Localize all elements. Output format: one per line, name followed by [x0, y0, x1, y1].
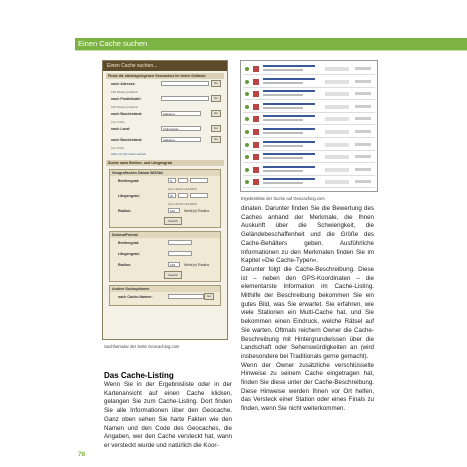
- lon-min-input[interactable]: [190, 193, 208, 198]
- wgs84-lat-row: [114, 176, 216, 187]
- state-go-button[interactable]: Go: [211, 110, 221, 117]
- form-row-country: [107, 124, 223, 135]
- wgs84-lon-row: [114, 191, 216, 202]
- result-date: [355, 130, 371, 133]
- results-list-screenshot: [240, 60, 378, 192]
- result-date: [355, 143, 371, 146]
- result-meta: [263, 94, 303, 96]
- result-date: [355, 80, 371, 83]
- country-go-button[interactable]: Go: [211, 125, 221, 132]
- result-date: [355, 168, 371, 171]
- result-ic-icon: [253, 104, 259, 110]
- state-us-note: (nur USA): [111, 120, 125, 124]
- zip-go-button[interactable]: Go: [211, 95, 221, 102]
- results-caption: Ergebnisliste der Suche auf Geocaching.com: [241, 196, 325, 201]
- result-name[interactable]: [263, 128, 315, 130]
- form-row-address: [107, 79, 223, 90]
- dec-lat-input[interactable]: [168, 240, 192, 245]
- result-ic-icon: [253, 154, 259, 160]
- result-dot: [245, 67, 249, 71]
- form-title: Einen Cache suchen...: [103, 61, 227, 71]
- result-stats: [325, 168, 349, 172]
- form-row-state: [107, 109, 223, 120]
- search-form-screenshot: [102, 60, 228, 340]
- form-row-zip: [107, 94, 223, 105]
- header-divider: [75, 50, 467, 51]
- lat-label: Breitengrad:: [118, 179, 140, 183]
- dec-lat-label: Breitengrad:: [118, 241, 140, 245]
- result-stats: [325, 155, 349, 159]
- form-caption: Suchformular der Seite Geocaching.com: [104, 344, 180, 349]
- lon-format-hint: (GG HGGD HHUMM): [168, 202, 197, 206]
- result-dot: [245, 155, 249, 159]
- decimal-search-button[interactable]: Search: [164, 271, 182, 279]
- form-section-coords: Suche nach Breiten- und Längengrad: [106, 160, 224, 166]
- zip-input[interactable]: [161, 96, 209, 101]
- result-ic-icon: [253, 91, 259, 97]
- result-date: [355, 92, 371, 95]
- result-name[interactable]: [263, 178, 315, 180]
- decimal-lon-row: [114, 249, 216, 260]
- form-row-state2: [107, 135, 223, 146]
- state2-us-note: (nur USA): [111, 146, 125, 150]
- cache-name-input[interactable]: [168, 294, 204, 299]
- dec-radius-unit: Meile(n) Radius: [184, 263, 210, 267]
- left-column-text: [104, 381, 232, 451]
- result-dot: [245, 143, 249, 147]
- result-date: [355, 105, 371, 108]
- result-stats: [325, 117, 349, 121]
- other-options-box: [109, 285, 221, 306]
- result-dot: [245, 130, 249, 134]
- section-heading: Das Cache-Listing: [104, 371, 174, 380]
- result-name[interactable]: [263, 90, 315, 92]
- result-name[interactable]: [263, 65, 315, 67]
- result-stats: [325, 80, 349, 84]
- result-name[interactable]: [263, 103, 315, 105]
- wgs84-box: [109, 169, 221, 228]
- lon-label: Längengrad:: [118, 194, 140, 198]
- zip-radius-value: 100: [111, 105, 117, 109]
- result-dot: [245, 105, 249, 109]
- result-date: [355, 117, 371, 120]
- result-row[interactable]: [243, 89, 375, 100]
- wgs84-box-title: Geografisches Datum WGS84: [110, 170, 220, 176]
- dec-radius-label: Radius:: [118, 263, 132, 267]
- result-ic-icon: [253, 179, 259, 185]
- result-name[interactable]: [263, 115, 315, 117]
- result-row[interactable]: [243, 152, 375, 163]
- left-paragraph: Wenn Sie in der Ergebnisliste oder in der Kartenansicht auf einen Cache klicken, gelangen Sie zum Cache-Listing. Dort finden Sie alle Informationen über den Geocache. Ganz oben sehen Sie harte Fakten wie den Namen und den Code des Geocaches, die Angaben, wer den Cache versteckt hat, wann er versteckt wurde und natürlich die Koor-: [104, 381, 232, 449]
- result-row[interactable]: [243, 77, 375, 88]
- result-stats: [325, 180, 349, 184]
- result-row[interactable]: [243, 140, 375, 151]
- result-ic-icon: [253, 142, 259, 148]
- result-name[interactable]: [263, 153, 315, 155]
- result-date: [355, 155, 371, 158]
- result-stats: [325, 67, 349, 71]
- result-meta: [263, 132, 303, 134]
- decimal-box-title: DezimalFormat: [110, 232, 220, 238]
- decimal-box: [109, 231, 221, 282]
- zip-radius-unit: Meile(n) Radius: [116, 105, 138, 109]
- result-row[interactable]: [243, 177, 375, 188]
- result-date: [355, 67, 371, 70]
- decimal-lat-row: [114, 238, 216, 249]
- country-label: nach Land:: [111, 127, 131, 131]
- country-select[interactable]: Afghanistan: [161, 126, 201, 131]
- right-paragraph-3: Wenn der Owner zusätzliche verschlüsselte Hinweise zu seinem Cache eingetragen hat, finden Sie diese unter der Cache-Beschreibung. Diese Hinweise werden Ihnen vor Ort helfen, das Versteck einer Station oder eines Finals zu finden, wenn Sie nicht weiterkommen.: [241, 361, 374, 413]
- lat-deg-input[interactable]: [178, 178, 188, 183]
- chapter-header-title: Einen Cache suchen: [78, 39, 148, 48]
- map-search-link[interactable]: Oder mit der Karte suchen: [111, 152, 147, 156]
- result-meta: [263, 157, 303, 159]
- radius-label: Radius:: [118, 209, 132, 213]
- result-meta: [263, 170, 303, 172]
- lat-dir-select[interactable]: N: [168, 178, 176, 183]
- dec-lon-input[interactable]: [168, 251, 192, 256]
- address-label: nach Adresse:: [111, 82, 136, 86]
- state2-select[interactable]: Alabama: [161, 137, 201, 142]
- result-row[interactable]: [243, 127, 375, 138]
- result-meta: [263, 69, 303, 71]
- result-date: [355, 180, 371, 183]
- result-meta: [263, 107, 303, 109]
- state2-label: nach Bundesland:: [111, 138, 143, 142]
- state2-go-button[interactable]: Go: [211, 136, 221, 143]
- lon-deg-input[interactable]: [178, 193, 188, 198]
- result-row[interactable]: [243, 64, 375, 75]
- right-paragraph-2: Darunter folgt die Cache-Beschreibung. Diese ist – neben den GPS-Koordinaten – die elementarste Information im Cache-Listing. Mithilfe der Beschreibung bekommen Sie ein gutes Bild, was Sie erwartet. Sie erfahren, wie viele Stationen ein Multi-Cache hat, und Sie bekommen einen Eindruck, welche Rätsel auf Sie warten. Oftmals reichern Owner die Cache-Beschreibung mit Hintergrundwissen über die Landschaft oder Sehenswürdigkeiten an (wird insbesondere bei Traditionals gerne gemacht).: [241, 265, 374, 360]
- result-row[interactable]: [243, 102, 375, 113]
- radius-input[interactable]: 100: [168, 208, 180, 213]
- cache-name-go-button[interactable]: Go: [204, 293, 214, 300]
- lat-format-hint: (GG HGGD HHUMM): [168, 187, 197, 191]
- wgs84-search-button[interactable]: Search: [164, 217, 182, 225]
- result-meta: [263, 145, 303, 147]
- result-row[interactable]: [243, 165, 375, 176]
- radius-unit: Meile(n) Radius: [184, 209, 210, 213]
- wgs84-radius-row: [114, 206, 216, 217]
- result-ic-icon: [253, 129, 259, 135]
- address-input[interactable]: [161, 81, 209, 86]
- result-ic-icon: [253, 116, 259, 122]
- form-section-nearest: Finde die nächstgelegenen Geocaches im freien Gelände: [106, 73, 224, 79]
- result-dot: [245, 92, 249, 96]
- result-stats: [325, 105, 349, 109]
- result-name[interactable]: [263, 78, 315, 80]
- result-stats: [325, 143, 349, 147]
- dec-lon-label: Längengrad:: [118, 252, 140, 256]
- result-ic-icon: [253, 79, 259, 85]
- result-row[interactable]: [243, 114, 375, 125]
- result-dot: [245, 117, 249, 121]
- result-meta: [263, 119, 303, 121]
- lon-dir-select[interactable]: W: [168, 193, 176, 198]
- dec-radius-input[interactable]: 100: [168, 262, 180, 267]
- cache-name-row: [114, 292, 216, 303]
- right-column-text: [241, 205, 374, 414]
- right-paragraph-1: dinaten. Darunter finden Sie die Bewertung des Caches anhand der Merkmale, die Ihnen Auskunft über die Schwierigkeit, die Geländebeschaffenheit und die Größe des Cache-Behälters geben. Ausführliche Informationen zu den Merkmalen finden Sie im Kapitel »Die Cache-Typen«.: [241, 205, 374, 265]
- decimal-radius-row: [114, 260, 216, 271]
- lat-min-input[interactable]: [190, 178, 208, 183]
- result-ic-icon: [253, 167, 259, 173]
- state-label: nach Bundesland:: [111, 112, 143, 116]
- cache-name-label: nach Cache-Namen:: [118, 295, 153, 299]
- zip-label: nach Postleitzahl:: [111, 97, 142, 101]
- result-dot: [245, 180, 249, 184]
- result-dot: [245, 80, 249, 84]
- result-dot: [245, 168, 249, 172]
- state-select[interactable]: Alabama: [161, 111, 201, 116]
- other-options-title: Andere Suchoptionen: [110, 286, 220, 292]
- address-radius-unit: Meile(n) Radius: [116, 90, 138, 94]
- result-name[interactable]: [263, 141, 315, 143]
- result-meta: [263, 182, 303, 184]
- result-stats: [325, 92, 349, 96]
- result-stats: [325, 130, 349, 134]
- result-meta: [263, 82, 303, 84]
- address-go-button[interactable]: Go: [211, 80, 221, 87]
- page-number: 78: [78, 451, 86, 458]
- address-radius-value: 100: [111, 90, 117, 94]
- result-name[interactable]: [263, 166, 315, 168]
- result-ic-icon: [253, 66, 259, 72]
